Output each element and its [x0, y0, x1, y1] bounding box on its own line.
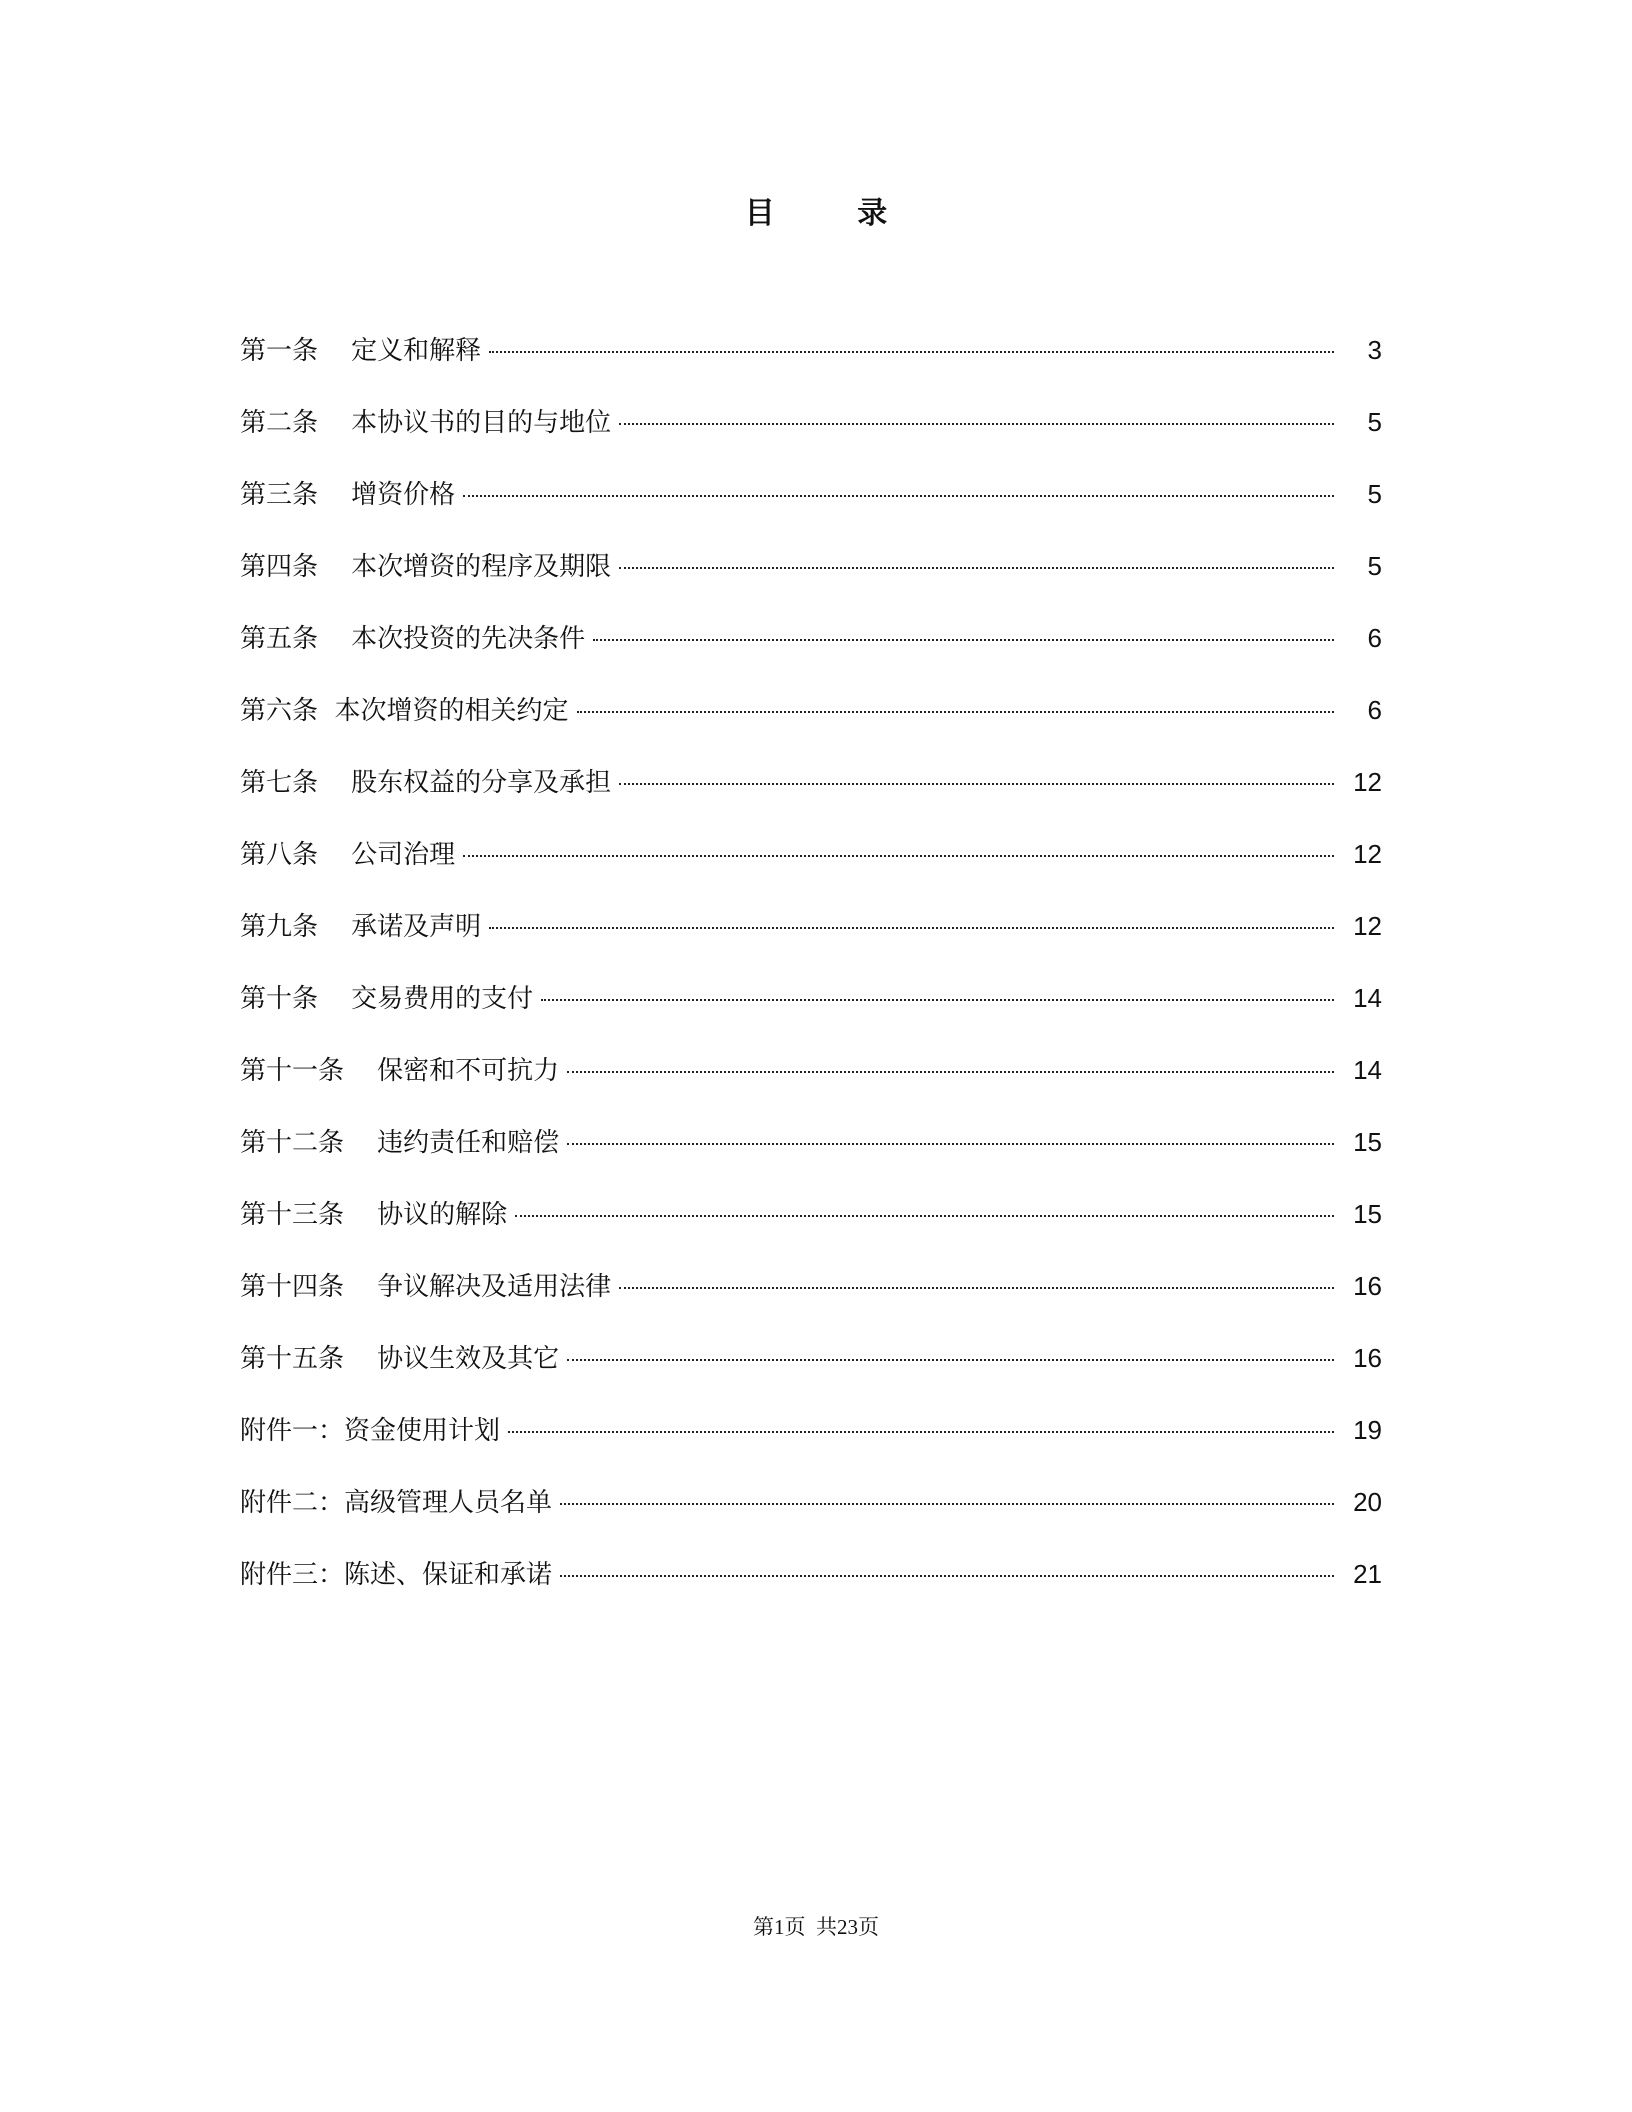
toc-entry-page: 3 [1367, 335, 1382, 365]
toc-entry-spacer [344, 1051, 377, 1091]
toc-entry-title: 保密和不可抗力 [377, 1056, 560, 1086]
toc-entry-label: 第九条 [240, 912, 319, 942]
toc-entry-page: 6 [1367, 695, 1382, 725]
toc-entry-page: 15 [1353, 1127, 1382, 1157]
toc-dot-leader [619, 783, 1334, 785]
toc-entry-page: 12 [1353, 911, 1382, 941]
toc-entry[interactable] [240, 690, 1382, 762]
toc-dot-leader [489, 927, 1334, 929]
toc-entry-label: 附件二： [240, 1488, 345, 1518]
toc-entry-label: 附件一： [240, 1416, 345, 1446]
toc-entry-page: 20 [1353, 1487, 1382, 1517]
toc-entry-title: 股东权益的分享及承担 [351, 768, 612, 798]
toc-entry-page: 16 [1353, 1343, 1382, 1373]
toc-entry[interactable] [240, 1194, 1382, 1266]
toc-entry-page: 14 [1353, 983, 1382, 1013]
toc-entry-spacer [318, 907, 351, 947]
toc-entry-page: 21 [1353, 1559, 1382, 1589]
toc-entry-page: 19 [1353, 1415, 1382, 1445]
toc-dot-leader [567, 1359, 1334, 1361]
toc-entry-title: 高级管理人员名单 [344, 1488, 553, 1518]
toc-entry[interactable] [240, 402, 1382, 474]
toc-entry-label: 第七条 [240, 768, 319, 798]
page-footer: 第1页 共23页 [753, 1915, 879, 1939]
toc-entry-page: 16 [1353, 1271, 1382, 1301]
toc-entry-page: 14 [1353, 1055, 1382, 1085]
toc-entry-title: 交易费用的支付 [351, 984, 534, 1014]
toc-entry-title: 承诺及声明 [351, 912, 482, 942]
toc-entry-spacer [318, 403, 351, 443]
toc-dot-leader [567, 1143, 1334, 1145]
table-of-contents [240, 330, 1382, 1626]
toc-entry-page: 5 [1367, 407, 1382, 437]
toc-dot-leader [463, 495, 1334, 497]
toc-entry-title: 增资价格 [351, 480, 456, 510]
toc-entry-label: 第十一条 [240, 1056, 345, 1086]
toc-entry-title: 本次投资的先决条件 [351, 624, 586, 654]
toc-title: 目 录 [744, 196, 924, 231]
toc-entry-title: 本次增资的程序及期限 [351, 552, 612, 582]
toc-entry[interactable] [240, 1554, 1382, 1626]
toc-entry-title: 定义和解释 [351, 336, 482, 366]
toc-entry[interactable] [240, 978, 1382, 1050]
toc-entry-label: 第十五条 [240, 1344, 345, 1374]
toc-dot-leader [515, 1215, 1334, 1217]
toc-entry-spacer [344, 1339, 377, 1379]
toc-entry-title: 公司治理 [351, 840, 456, 870]
toc-dot-leader [463, 855, 1334, 857]
toc-entry-spacer [344, 1195, 377, 1235]
toc-entry[interactable] [240, 1122, 1382, 1194]
toc-entry[interactable] [240, 330, 1382, 402]
toc-entry-label: 第二条 [240, 408, 319, 438]
toc-entry-page: 12 [1353, 839, 1382, 869]
toc-entry-spacer [344, 1267, 377, 1307]
toc-entry-page: 15 [1353, 1199, 1382, 1229]
toc-entry-page: 5 [1367, 551, 1382, 581]
toc-entry-page: 5 [1367, 479, 1382, 509]
toc-dot-leader [577, 711, 1334, 713]
toc-entry[interactable] [240, 1482, 1382, 1554]
toc-entry-spacer [344, 1123, 377, 1163]
toc-entry[interactable] [240, 546, 1382, 618]
toc-entry-spacer [318, 547, 351, 587]
toc-entry[interactable] [240, 474, 1382, 546]
toc-dot-leader [619, 1287, 1334, 1289]
toc-entry[interactable] [240, 762, 1382, 834]
toc-dot-leader [593, 639, 1334, 641]
toc-dot-leader [560, 1503, 1334, 1505]
toc-entry[interactable] [240, 618, 1382, 690]
toc-entry-title: 本次增资的相关约定 [334, 696, 569, 726]
toc-dot-leader [619, 567, 1334, 569]
toc-entry[interactable] [240, 834, 1382, 906]
toc-entry-label: 第五条 [240, 624, 319, 654]
toc-dot-leader [489, 351, 1334, 353]
toc-entry-spacer [318, 835, 351, 875]
toc-entry-page: 6 [1367, 623, 1382, 653]
toc-entry[interactable] [240, 1050, 1382, 1122]
toc-entry-label: 第十条 [240, 984, 319, 1014]
toc-entry-title: 陈述、保证和承诺 [344, 1560, 553, 1590]
toc-entry-page: 12 [1353, 767, 1382, 797]
toc-entry-label: 第六条 [240, 696, 319, 726]
toc-entry[interactable] [240, 1338, 1382, 1410]
toc-dot-leader [560, 1575, 1334, 1577]
toc-entry-spacer [318, 331, 351, 371]
toc-entry-label: 第十四条 [240, 1272, 345, 1302]
toc-entry-spacer [318, 475, 351, 515]
toc-entry-title: 协议的解除 [377, 1200, 508, 1230]
toc-entry-title: 资金使用计划 [344, 1416, 501, 1446]
toc-dot-leader [619, 423, 1334, 425]
toc-entry-label: 附件三： [240, 1560, 345, 1590]
toc-entry-spacer [318, 691, 335, 731]
toc-dot-leader [567, 1071, 1334, 1073]
toc-entry-spacer [318, 763, 351, 803]
toc-entry-title: 违约责任和赔偿 [377, 1128, 560, 1158]
toc-entry[interactable] [240, 1266, 1382, 1338]
toc-entry-title: 协议生效及其它 [377, 1344, 560, 1374]
toc-dot-leader [508, 1431, 1334, 1433]
toc-entry[interactable] [240, 906, 1382, 978]
toc-entry-label: 第三条 [240, 480, 319, 510]
toc-entry-label: 第四条 [240, 552, 319, 582]
toc-entry[interactable] [240, 1410, 1382, 1482]
toc-entry-label: 第一条 [240, 336, 319, 366]
toc-entry-title: 本协议书的目的与地位 [351, 408, 612, 438]
toc-entry-label: 第十二条 [240, 1128, 345, 1158]
toc-dot-leader [541, 999, 1334, 1001]
toc-entry-label: 第十三条 [240, 1200, 345, 1230]
toc-entry-label: 第八条 [240, 840, 319, 870]
toc-entry-spacer [318, 619, 351, 659]
toc-entry-spacer [318, 979, 351, 1019]
toc-entry-title: 争议解决及适用法律 [377, 1272, 612, 1302]
